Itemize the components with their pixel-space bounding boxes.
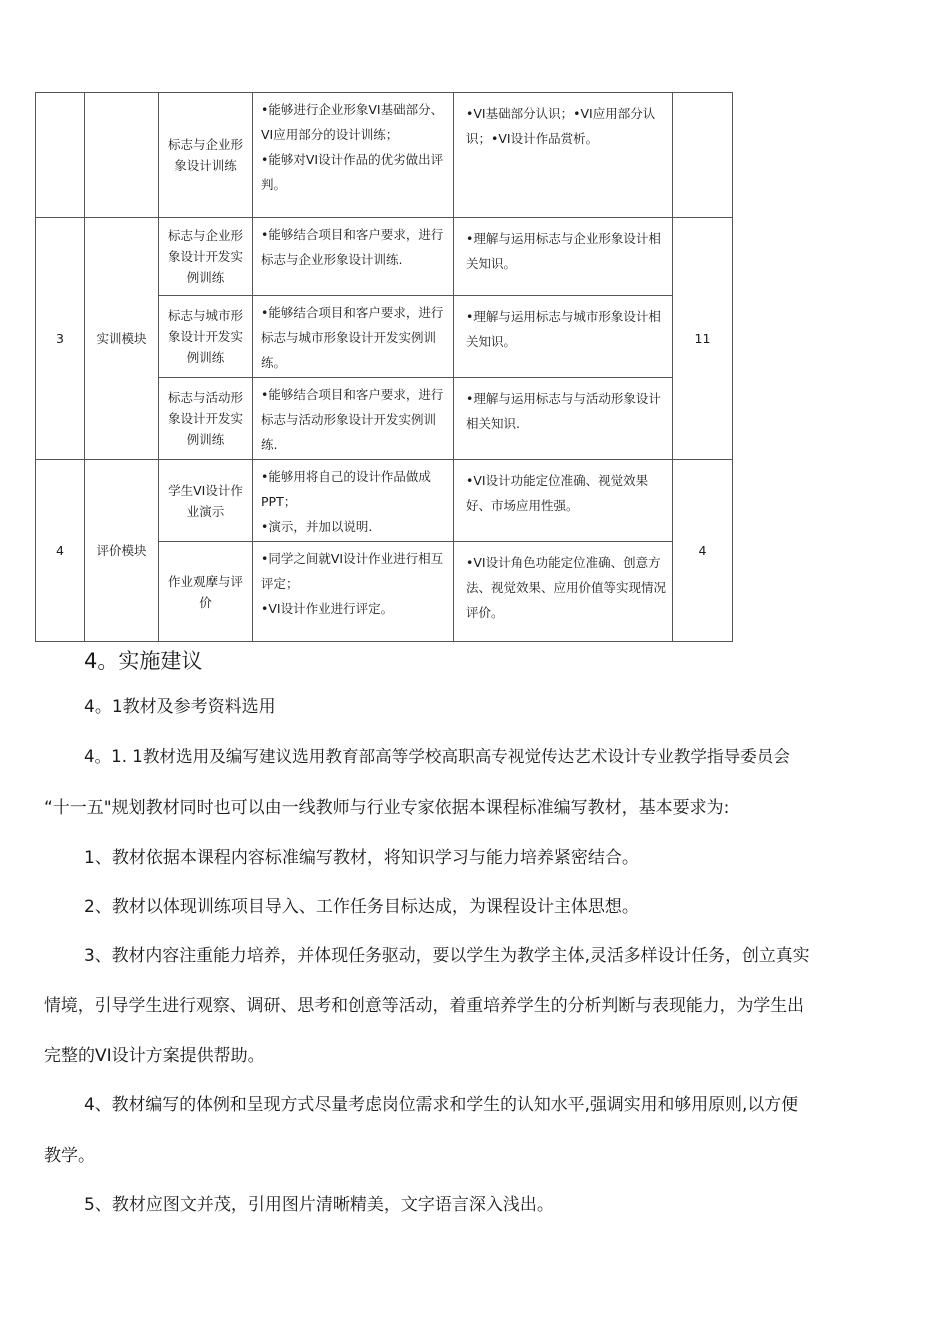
paragraph-line: 4。1. 1教材选用及编写建议选用教育部高等学校高职高专视觉传达艺术设计专业教学指导委员会: [84, 747, 790, 766]
task-name-cell: 标志与企业形象设计开发实例训练: [159, 218, 253, 296]
task-name-cell: 标志与企业形象设计训练: [159, 93, 253, 218]
list-item: 3、教材内容注重能力培养，并体现任务驱动，要以学生为教学主体,灵活多样设计任务，创立真实: [84, 945, 810, 965]
knowledge-cell: •理解与运用标志与企业形象设计相关知识。: [454, 218, 673, 296]
module-number-cell: [36, 93, 85, 218]
hours-cell: 4: [673, 460, 733, 642]
section-heading: 4。实施建议: [84, 649, 203, 673]
task-name-cell: 标志与活动形象设计开发实例训练: [159, 378, 253, 460]
paragraph-line: 教学。: [44, 1146, 95, 1166]
requirements-cell: [253, 93, 454, 218]
table-row: [36, 93, 733, 218]
list-item: 4、教材编写的体例和呈现方式尽量考虑岗位需求和学生的认知水平,强调实用和够用原则,以方便: [84, 1094, 798, 1114]
requirements-cell: [253, 296, 454, 378]
task-name-cell: 学生VI设计作业演示: [159, 460, 253, 542]
requirement-item: •VI设计作业进行评定。: [261, 601, 394, 616]
requirements-cell: [253, 378, 454, 460]
requirement-item: •能够结合项目和客户要求，进行标志与活动形象设计开发实例训练.: [261, 387, 444, 452]
module-number-cell: 3: [36, 218, 85, 460]
requirement-item: •能够结合项目和客户要求，进行标志与城市形象设计开发实例训练。: [261, 305, 444, 370]
paragraph-line: 情境，引导学生进行观察、调研、思考和创意等活动，着重培养学生的分析判断与表现能力，为学生出: [44, 995, 805, 1015]
requirement-item: •能够对VI设计作品的优劣做出评判。: [261, 152, 444, 192]
paragraph-line: “十一五"规划教材同时也可以由一线教师与行业专家依据本课程标准编写教材，基本要求为:: [44, 798, 730, 818]
requirements-cell: [253, 460, 454, 542]
module-number-cell: 4: [36, 460, 85, 642]
requirement-item: •能够用将自己的设计作品做成PPT；: [261, 469, 431, 509]
module-name-cell: 实训模块: [85, 218, 159, 460]
hours-cell: 11: [673, 218, 733, 460]
list-item: 1、教材依据本课程内容标准编写教材，将知识学习与能力培养紧密结合。: [84, 848, 639, 868]
table-row: [36, 460, 733, 542]
knowledge-cell: •理解与运用标志与与活动形象设计相关知识.: [454, 378, 673, 460]
requirement-item: •能够结合项目和客户要求，进行标志与企业形象设计训练.: [261, 227, 444, 267]
list-item: 2、教材以体现训练项目导入、工作任务目标达成，为课程设计主体思想。: [84, 897, 639, 917]
knowledge-cell: •VI设计功能定位准确、视觉效果好、市场应用性强。: [454, 460, 673, 542]
requirements-cell: [253, 218, 454, 296]
requirement-item: •同学之间就VI设计作业进行相互评定；: [261, 551, 444, 591]
knowledge-cell: •VI基础部分认识；•VI应用部分认识；•VI设计作品赏析。: [454, 93, 673, 218]
requirement-item: •能够进行企业形象VI基础部分、VI应用部分的设计训练；: [261, 102, 444, 142]
module-name-cell: [85, 93, 159, 218]
curriculum-table: [35, 92, 733, 642]
requirements-cell: [253, 542, 454, 642]
knowledge-cell: •理解与运用标志与城市形象设计相关知识。: [454, 296, 673, 378]
list-item: 5、教材应图文并茂，引用图片清晰精美，文字语言深入浅出。: [84, 1195, 554, 1215]
subsection-heading: 4。1教材及参考资料选用: [84, 697, 276, 717]
table-row: [36, 218, 733, 296]
paragraph-line: 完整的VI设计方案提供帮助。: [44, 1046, 265, 1066]
module-name-cell: 评价模块: [85, 460, 159, 642]
task-name-cell: 作业观摩与评价: [159, 542, 253, 642]
requirement-item: •演示，并加以说明.: [261, 519, 373, 534]
knowledge-cell: •VI设计角色功能定位准确、创意方法、视觉效果、应用价值等实现情况评价。: [454, 542, 673, 642]
task-name-cell: 标志与城市形象设计开发实例训练: [159, 296, 253, 378]
hours-cell: [673, 93, 733, 218]
